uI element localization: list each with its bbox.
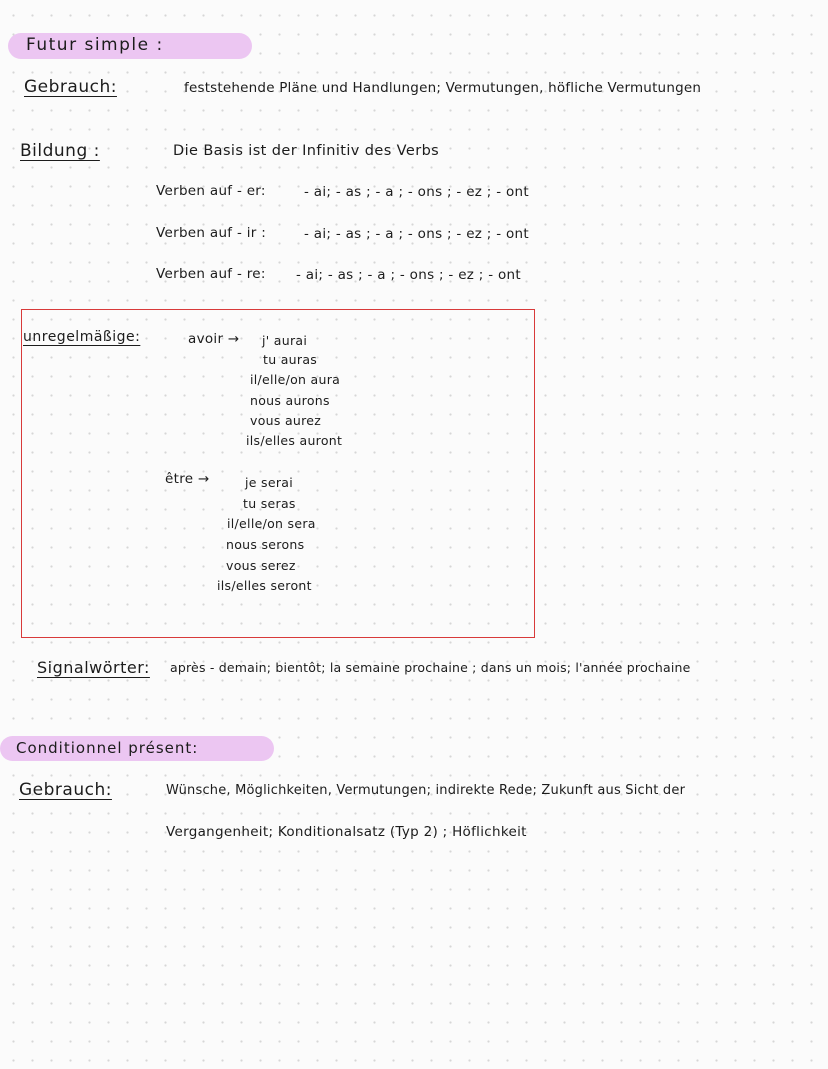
etre-form-4: nous serons: [226, 537, 305, 552]
avoir-form-3: il/elle/on aura: [250, 372, 341, 387]
etre-form-3: il/elle/on sera: [227, 516, 316, 531]
etre-verb: être →: [165, 471, 210, 487]
avoir-verb: avoir →: [188, 331, 240, 347]
gebrauch-label: Gebrauch:: [24, 77, 117, 97]
rule-re-endings: - ai; - as ; - a ; - ons ; - ez ; - ont: [296, 267, 521, 283]
avoir-form-2: tu auras: [263, 352, 318, 367]
etre-form-5: vous serez: [226, 558, 296, 573]
signal-label: Signalwörter:: [37, 658, 150, 677]
etre-form-1: je serai: [245, 475, 294, 490]
conditionnel-gebrauch-line1: Wünsche, Möglichkeiten, Vermutungen; indirekte Rede; Zukunft aus Sicht der: [166, 783, 686, 798]
rule-re-label: Verben auf - re:: [156, 266, 266, 282]
section-title-futur: Futur simple :: [26, 35, 164, 55]
signal-text: après - demain; bientôt; la semaine prochaine ; dans un mois; l'année prochaine: [170, 660, 691, 675]
avoir-form-6: ils/elles auront: [246, 433, 343, 448]
etre-form-2: tu seras: [243, 496, 296, 511]
rule-er-label: Verben auf - er:: [156, 183, 266, 199]
etre-form-6: ils/elles seront: [217, 578, 312, 593]
rule-ir-endings: - ai; - as ; - a ; - ons ; - ez ; - ont: [304, 226, 529, 242]
bildung-text: Die Basis ist der Infinitiv des Verbs: [173, 143, 440, 159]
rule-ir-label: Verben auf - ir :: [156, 225, 267, 241]
gebrauch-text: feststehende Pläne und Handlungen; Vermutungen, höfliche Vermutungen: [184, 80, 702, 96]
irregular-label: unregelmäßige:: [23, 329, 141, 345]
conditionnel-gebrauch-line2: Vergangenheit; Konditionalsatz (Typ 2) ; Höflichkeit: [166, 824, 527, 840]
avoir-form-1: j' aurai: [262, 333, 308, 348]
rule-er-endings: - ai; - as ; - a ; - ons ; - ez ; - ont: [304, 184, 529, 200]
avoir-form-5: vous aurez: [250, 413, 322, 428]
avoir-form-4: nous aurons: [250, 393, 330, 408]
conditionnel-gebrauch-label: Gebrauch:: [19, 780, 112, 800]
bildung-label: Bildung :: [20, 141, 100, 161]
section-title-conditionnel: Conditionnel présent:: [16, 739, 199, 757]
